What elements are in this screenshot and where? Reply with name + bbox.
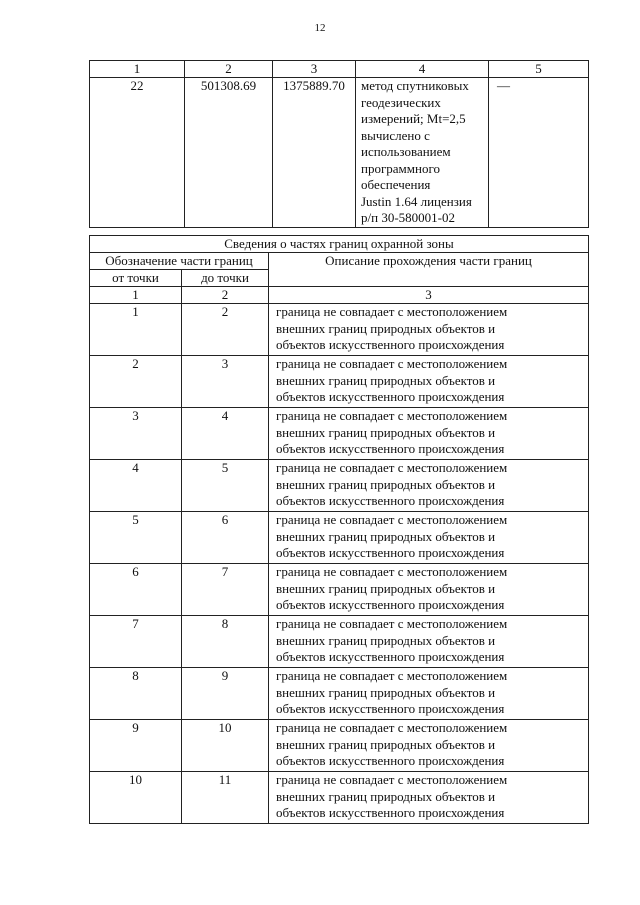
method-line: метод спутниковых bbox=[361, 78, 469, 93]
description-line: объектов искусственного происхождения bbox=[276, 493, 505, 508]
from-point: 8 bbox=[90, 668, 182, 720]
col-number-1: 1 bbox=[90, 287, 182, 304]
col-number-3: 3 bbox=[269, 287, 589, 304]
description-line: граница не совпадает с местоположением bbox=[276, 356, 508, 371]
coordinates-table bbox=[89, 60, 589, 228]
description-line: объектов искусственного происхождения bbox=[276, 545, 505, 560]
table-row bbox=[90, 668, 589, 720]
table-row bbox=[90, 512, 589, 564]
description-line: объектов искусственного происхождения bbox=[276, 389, 505, 404]
to-point: 8 bbox=[182, 616, 269, 668]
description-line: граница не совпадает с местоположением bbox=[276, 408, 508, 423]
to-point: 5 bbox=[182, 460, 269, 512]
description-line: объектов искусственного происхождения bbox=[276, 701, 505, 716]
from-point: 6 bbox=[90, 564, 182, 616]
description-cell bbox=[269, 564, 589, 616]
description-cell bbox=[269, 772, 589, 824]
table-row bbox=[90, 616, 589, 668]
method-line: р/п 30-580001-02 bbox=[361, 210, 455, 225]
description-line: граница не совпадает с местоположением bbox=[276, 720, 508, 735]
description-line: внешних границ природных объектов и bbox=[276, 424, 496, 440]
table-row bbox=[90, 772, 589, 824]
description-cell bbox=[269, 720, 589, 772]
description-line: объектов искусственного происхождения bbox=[276, 337, 505, 352]
description-line: граница не совпадает с местоположением bbox=[276, 772, 508, 787]
description-line: объектов искусственного происхождения bbox=[276, 753, 505, 768]
table-row bbox=[90, 304, 589, 356]
description-line: граница не совпадает с местоположением bbox=[276, 460, 508, 475]
from-point: 2 bbox=[90, 356, 182, 408]
description-line: объектов искусственного происхождения bbox=[276, 649, 505, 664]
from-point: 7 bbox=[90, 616, 182, 668]
to-point: 7 bbox=[182, 564, 269, 616]
method-line: измерений; Mt=2,5 bbox=[361, 111, 466, 126]
description-cell bbox=[269, 304, 589, 356]
note-cell: — bbox=[489, 78, 589, 228]
point-number: 22 bbox=[90, 78, 185, 228]
to-point-header: до точки bbox=[182, 270, 269, 287]
header-row-1 bbox=[90, 253, 589, 270]
method-line: геодезических bbox=[361, 94, 441, 110]
page-number: 12 bbox=[314, 22, 326, 34]
description-line: внешних границ природных объектов и bbox=[276, 684, 496, 700]
table-row bbox=[90, 564, 589, 616]
method-line: использованием bbox=[361, 144, 451, 159]
from-point: 1 bbox=[90, 304, 182, 356]
to-point: 3 bbox=[182, 356, 269, 408]
from-point: 5 bbox=[90, 512, 182, 564]
designation-header: Обозначение части границ bbox=[90, 253, 269, 270]
col-number-3: 3 bbox=[273, 61, 356, 78]
to-point: 9 bbox=[182, 668, 269, 720]
to-point: 6 bbox=[182, 512, 269, 564]
method-line: Justin 1.64 лицензия bbox=[361, 193, 472, 209]
x-coordinate: 501308.69 bbox=[185, 78, 273, 228]
description-line: внешних границ природных объектов и bbox=[276, 788, 496, 804]
description-cell bbox=[269, 356, 589, 408]
description-cell bbox=[269, 616, 589, 668]
section-title: Сведения о частях границ охранной зоны bbox=[90, 236, 589, 253]
column-numbers-row bbox=[90, 287, 589, 304]
description-cell bbox=[269, 460, 589, 512]
description-line: внешних границ природных объектов и bbox=[276, 736, 496, 752]
description-line: объектов искусственного происхождения bbox=[276, 441, 505, 456]
from-point: 4 bbox=[90, 460, 182, 512]
description-line: внешних границ природных объектов и bbox=[276, 528, 496, 544]
table-row bbox=[90, 460, 589, 512]
method-line: обеспечения bbox=[361, 177, 431, 192]
from-point: 9 bbox=[90, 720, 182, 772]
col-number-2: 2 bbox=[185, 61, 273, 78]
to-point: 2 bbox=[182, 304, 269, 356]
description-line: граница не совпадает с местоположением bbox=[276, 668, 508, 683]
description-cell bbox=[269, 408, 589, 460]
section-title-row bbox=[90, 236, 589, 253]
y-coordinate: 1375889.70 bbox=[273, 78, 356, 228]
description-line: внешних границ природных объектов и bbox=[276, 372, 496, 388]
description-cell bbox=[269, 668, 589, 720]
description-line: граница не совпадает с местоположением bbox=[276, 616, 508, 631]
description-line: граница не совпадает с местоположением bbox=[276, 512, 508, 527]
from-point-header: от точки bbox=[90, 270, 182, 287]
boundary-parts-table bbox=[89, 235, 589, 824]
description-line: граница не совпадает с местоположением bbox=[276, 304, 508, 319]
table-row bbox=[90, 408, 589, 460]
from-point: 10 bbox=[90, 772, 182, 824]
col-number-4: 4 bbox=[356, 61, 489, 78]
description-line: внешних границ природных объектов и bbox=[276, 580, 496, 596]
col-number-2: 2 bbox=[182, 287, 269, 304]
to-point: 11 bbox=[182, 772, 269, 824]
description-line: внешних границ природных объектов и bbox=[276, 632, 496, 648]
description-line: объектов искусственного происхождения bbox=[276, 805, 505, 820]
coordinates-row bbox=[90, 78, 589, 228]
description-line: объектов искусственного происхождения bbox=[276, 597, 505, 612]
method-line: программного bbox=[361, 160, 440, 176]
description-cell bbox=[269, 512, 589, 564]
coordinates-header-row bbox=[90, 61, 589, 78]
from-point: 3 bbox=[90, 408, 182, 460]
description-line: внешних границ природных объектов и bbox=[276, 476, 496, 492]
to-point: 10 bbox=[182, 720, 269, 772]
col-number-1: 1 bbox=[90, 61, 185, 78]
method-cell bbox=[356, 78, 489, 228]
description-line: граница не совпадает с местоположением bbox=[276, 564, 508, 579]
method-line: вычислено с bbox=[361, 127, 430, 143]
description-line: внешних границ природных объектов и bbox=[276, 320, 496, 336]
col-number-5: 5 bbox=[489, 61, 589, 78]
table-row bbox=[90, 720, 589, 772]
description-header: Описание прохождения части границ bbox=[269, 253, 589, 287]
to-point: 4 bbox=[182, 408, 269, 460]
table-row bbox=[90, 356, 589, 408]
